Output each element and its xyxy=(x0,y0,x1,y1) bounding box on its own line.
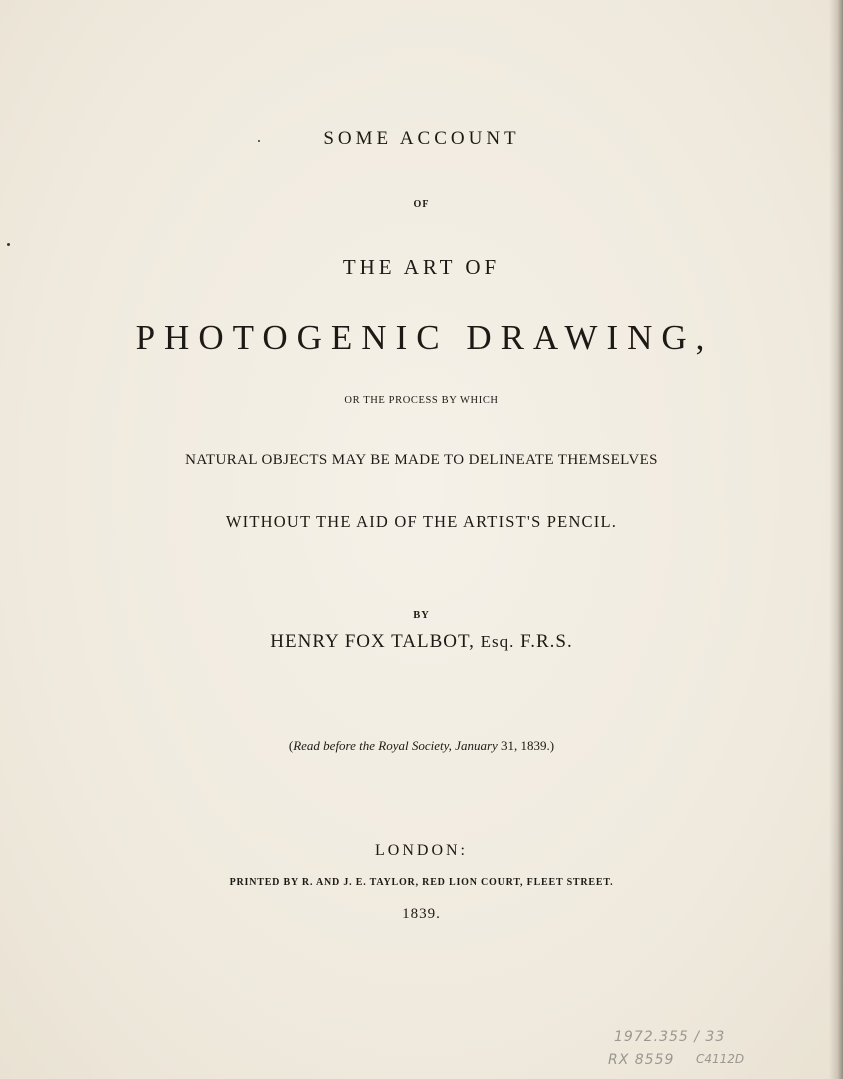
imprint-city: LONDON: xyxy=(375,842,468,859)
author-line xyxy=(0,631,843,653)
pencil-catalog-number: RX 8559 xyxy=(608,1052,675,1068)
ink-speck xyxy=(7,243,10,246)
read-before-date: 31, 1839.) xyxy=(501,738,555,753)
title-line-of: OF xyxy=(413,199,430,210)
title-line-some-account: SOME ACCOUNT xyxy=(323,128,520,149)
subtitle-natural-objects: NATURAL OBJECTS MAY BE MADE TO DELINEATE THEMSELVES xyxy=(185,452,658,468)
pencil-reference-code: C4112D xyxy=(696,1052,745,1066)
read-before-text: Read before the Royal Society, January xyxy=(293,738,498,753)
subtitle-without-pencil: WITHOUT THE AID OF THE ARTIST'S PENCIL. xyxy=(225,512,618,531)
imprint-printer: PRINTED BY R. AND J. E. TAYLOR, RED LION COURT, FLEET STREET. xyxy=(229,877,614,888)
main-title: PHOTOGENIC DRAWING, xyxy=(135,318,714,357)
subtitle-or-process: OR THE PROCESS BY WHICH xyxy=(344,395,499,406)
title-line-art-of: THE ART OF xyxy=(342,255,501,279)
read-before-note xyxy=(0,738,843,754)
byline-by: BY xyxy=(413,610,430,621)
pencil-accession-number: 1972.355 / 33 xyxy=(614,1029,726,1045)
author-name: HENRY FOX TALBOT, xyxy=(270,631,475,652)
read-before-paren: ( xyxy=(288,738,294,753)
author-esq: Esq. xyxy=(480,632,515,651)
imprint-year: 1839. xyxy=(402,906,441,922)
author-frs: F.R.S. xyxy=(520,631,573,652)
